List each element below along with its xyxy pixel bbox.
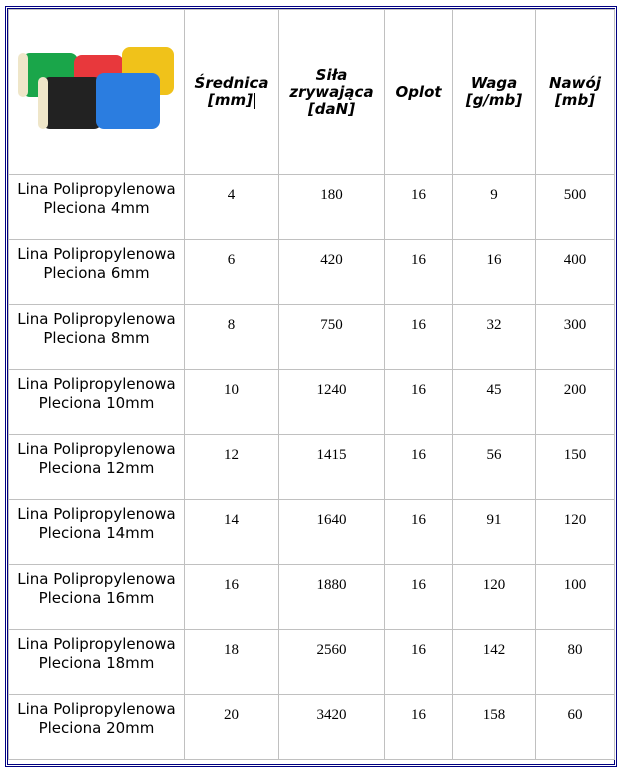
braid-cell: 16 <box>385 565 453 630</box>
product-name-cell: Lina Polipropylenowa Pleciona 16mm <box>9 565 185 630</box>
strength-cell: 1640 <box>279 500 385 565</box>
coil-cell: 120 <box>536 500 615 565</box>
product-name-cell: Lina Polipropylenowa Pleciona 8mm <box>9 305 185 370</box>
strength-cell: 1240 <box>279 370 385 435</box>
braid-cell: 16 <box>385 370 453 435</box>
product-name-cell: Lina Polipropylenowa Pleciona 10mm <box>9 370 185 435</box>
product-name-cell: Lina Polipropylenowa Pleciona 12mm <box>9 435 185 500</box>
product-name-cell: Lina Polipropylenowa Pleciona 4mm <box>9 175 185 240</box>
coil-cell: 100 <box>536 565 615 630</box>
diameter-cell: 10 <box>185 370 279 435</box>
weight-cell: 9 <box>453 175 536 240</box>
weight-cell: 120 <box>453 565 536 630</box>
coil-cell: 200 <box>536 370 615 435</box>
diameter-cell: 18 <box>185 630 279 695</box>
header-strength: Siła zrywająca [daN] <box>279 10 385 175</box>
braid-cell: 16 <box>385 435 453 500</box>
braid-cell: 16 <box>385 630 453 695</box>
weight-cell: 45 <box>453 370 536 435</box>
table-row <box>9 305 615 370</box>
product-name-cell: Lina Polipropylenowa Pleciona 18mm <box>9 630 185 695</box>
product-name-cell: Lina Polipropylenowa Pleciona 6mm <box>9 240 185 305</box>
strength-cell: 2560 <box>279 630 385 695</box>
table-row <box>9 175 615 240</box>
table-row <box>9 500 615 565</box>
diameter-cell: 12 <box>185 435 279 500</box>
weight-cell: 142 <box>453 630 536 695</box>
product-name-cell: Lina Polipropylenowa Pleciona 20mm <box>9 695 185 760</box>
braid-cell: 16 <box>385 500 453 565</box>
diameter-cell: 14 <box>185 500 279 565</box>
coil-cell: 400 <box>536 240 615 305</box>
header-diameter: Średnica [mm] <box>185 10 279 175</box>
coil-cell: 500 <box>536 175 615 240</box>
strength-cell: 3420 <box>279 695 385 760</box>
diameter-cell: 8 <box>185 305 279 370</box>
strength-cell: 1415 <box>279 435 385 500</box>
header-braid: Oplot <box>385 10 453 175</box>
header-coil: Nawój [mb] <box>536 10 615 175</box>
strength-cell: 750 <box>279 305 385 370</box>
diameter-cell: 4 <box>185 175 279 240</box>
table-row <box>9 435 615 500</box>
diameter-cell: 20 <box>185 695 279 760</box>
table-row <box>9 695 615 760</box>
header-row <box>9 10 615 175</box>
table-row <box>9 240 615 305</box>
coil-cell: 60 <box>536 695 615 760</box>
text-cursor <box>254 93 255 109</box>
coil-cell: 150 <box>536 435 615 500</box>
weight-cell: 16 <box>453 240 536 305</box>
diameter-cell: 16 <box>185 565 279 630</box>
braid-cell: 16 <box>385 305 453 370</box>
strength-cell: 180 <box>279 175 385 240</box>
rope-spools-image <box>16 47 178 137</box>
weight-cell: 91 <box>453 500 536 565</box>
strength-cell: 420 <box>279 240 385 305</box>
rope-spec-table <box>8 9 615 760</box>
braid-cell: 16 <box>385 695 453 760</box>
table-row <box>9 370 615 435</box>
coil-cell: 80 <box>536 630 615 695</box>
braid-cell: 16 <box>385 240 453 305</box>
table-row <box>9 565 615 630</box>
image-cell <box>9 10 185 175</box>
strength-cell: 1880 <box>279 565 385 630</box>
product-name-cell: Lina Polipropylenowa Pleciona 14mm <box>9 500 185 565</box>
diameter-cell: 6 <box>185 240 279 305</box>
table-row <box>9 630 615 695</box>
weight-cell: 158 <box>453 695 536 760</box>
header-weight: Waga [g/mb] <box>453 10 536 175</box>
weight-cell: 32 <box>453 305 536 370</box>
weight-cell: 56 <box>453 435 536 500</box>
braid-cell: 16 <box>385 175 453 240</box>
coil-cell: 300 <box>536 305 615 370</box>
